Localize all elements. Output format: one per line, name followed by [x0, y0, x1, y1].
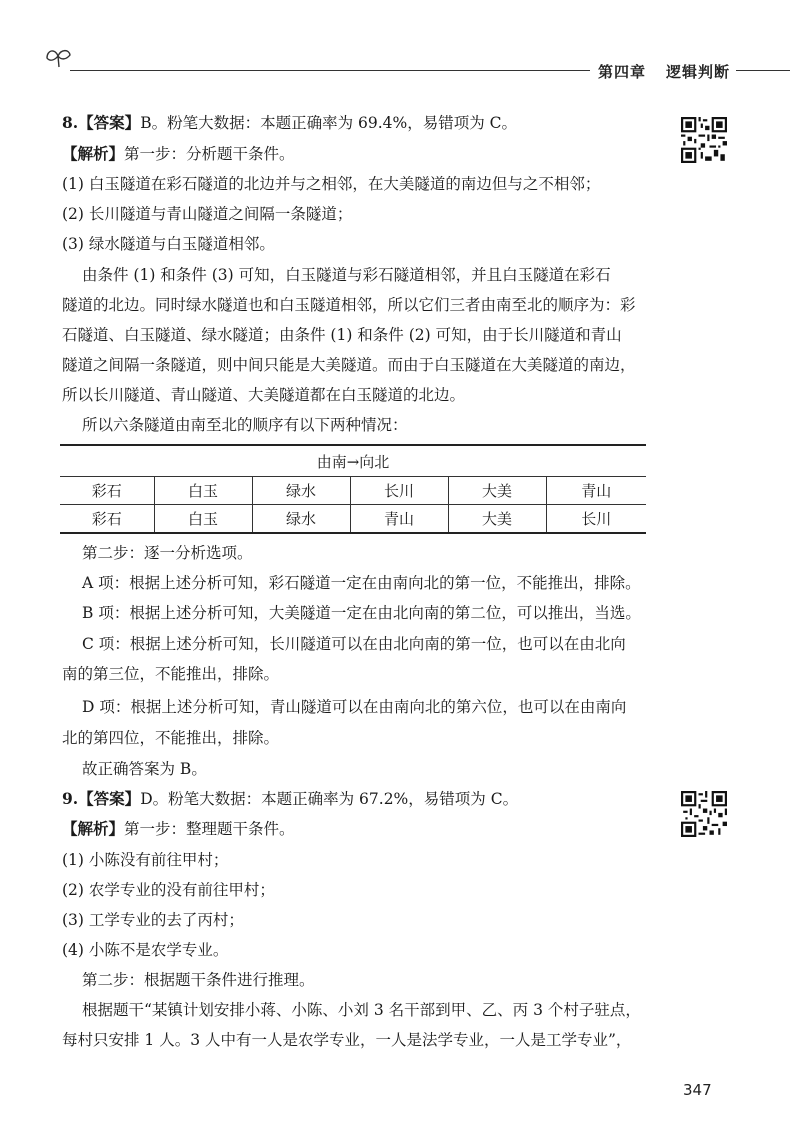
q8-table-intro: 所以六条隧道由南至北的顺序有以下两种情况： — [82, 416, 408, 434]
table-cell: 大美 — [448, 505, 546, 534]
q9-step2: 第二步：根据题干条件进行推理。 — [82, 971, 315, 989]
qr-code-icon — [681, 117, 727, 163]
q8-reasoning-line: 隧道之间隔一条隧道，则中间只能是大美隧道。而由于白玉隧道在大美隧道的南边， — [62, 356, 636, 374]
q9-answer — [62, 788, 662, 810]
table-row — [60, 505, 646, 534]
q9-answer-text: D。粉笔大数据：本题正确率为 67.2%，易错项为 C。 — [140, 790, 519, 808]
q8-condition-3: (3) 绿水隧道与白玉隧道相邻。 — [62, 235, 275, 253]
table-cell: 绿水 — [252, 505, 350, 534]
q8-option-d-cont: 北的第四位，不能推出，排除。 — [62, 729, 280, 747]
table-row — [60, 477, 646, 505]
q8-option-d: D 项：根据上述分析可知，青山隧道可以在由南向北的第六位，也可以在由南向 — [82, 698, 627, 716]
table-cell: 白玉 — [154, 505, 252, 534]
q9-analysis-step1: 第一步：整理题干条件。 — [124, 820, 295, 838]
q8-option-c: C 项：根据上述分析可知，长川隧道可以在由北向南的第一位，也可以在由北向 — [82, 635, 626, 653]
chapter-label: 第四章 — [598, 63, 647, 81]
q8-reasoning-line: 由条件 (1) 和条件 (3) 可知，白玉隧道与彩石隧道相邻，并且白玉隧道在彩石 — [82, 266, 611, 284]
tunnel-order-table — [60, 444, 646, 534]
q9-analysis — [62, 818, 662, 840]
table-header-row — [60, 445, 646, 477]
table-cell: 大美 — [448, 477, 546, 505]
table-cell: 彩石 — [60, 505, 154, 534]
header-rule-left — [70, 70, 590, 71]
q8-option-c-cont: 南的第三位，不能推出，排除。 — [62, 665, 280, 683]
table-cell: 青山 — [350, 505, 448, 534]
q8-condition-1: (1) 白玉隧道在彩石隧道的北边并与之相邻，在大美隧道的南边但与之不相邻； — [62, 175, 601, 193]
leaf-ornament-icon — [44, 46, 74, 68]
q9-analysis-label: 【解析】 — [62, 819, 125, 838]
table-cell: 长川 — [546, 505, 646, 534]
q8-conclusion: 故正确答案为 B。 — [82, 760, 207, 778]
q8-condition-2: (2) 长川隧道与青山隧道之间隔一条隧道； — [62, 205, 353, 223]
table-cell: 绿水 — [252, 477, 350, 505]
q9-reasoning-line: 每村只安排 1 人。3 人中有一人是农学专业，一人是法学专业，一人是工学专业”， — [62, 1031, 632, 1049]
q8-answer-label: 8.【答案】 — [62, 113, 141, 132]
q8-answer-text: B。粉笔大数据：本题正确率为 69.4%，易错项为 C。 — [140, 114, 518, 132]
table-cell: 长川 — [350, 477, 448, 505]
q9-condition-1: (1) 小陈没有前往甲村； — [62, 851, 229, 869]
q9-condition-3: (3) 工学专业的去了丙村； — [62, 911, 244, 929]
page-header — [0, 0, 800, 80]
qr-code-icon — [681, 791, 727, 837]
q9-condition-4: (4) 小陈不是农学专业。 — [62, 941, 229, 959]
q9-reasoning-line: 根据题干“某镇计划安排小蒋、小陈、小刘 3 名干部到甲、乙、丙 3 个村子驻点， — [82, 1001, 641, 1019]
q8-reasoning-line: 所以长川隧道、青山隧道、大美隧道都在白玉隧道的北边。 — [62, 386, 466, 404]
q8-analysis-step1: 第一步：分析题干条件。 — [124, 145, 295, 163]
table-cell: 青山 — [546, 477, 646, 505]
q8-reasoning-line: 石隧道、白玉隧道、绿水隧道；由条件 (1) 和条件 (2) 可知，由于长川隧道和青山 — [62, 326, 622, 344]
table-cell: 彩石 — [60, 477, 154, 505]
q8-option-a: A 项：根据上述分析可知，彩石隧道一定在由南向北的第一位，不能推出，排除。 — [82, 574, 641, 592]
q9-condition-2: (2) 农学专业的没有前往甲村； — [62, 881, 275, 899]
table-header-cell: 由南→向北 — [60, 445, 646, 477]
q9-answer-label: 9.【答案】 — [62, 789, 141, 808]
q8-answer — [62, 112, 662, 134]
table-cell: 白玉 — [154, 477, 252, 505]
chapter-title: 逻辑判断 — [666, 63, 731, 81]
header-rule-right — [736, 70, 790, 71]
q8-option-b: B 项：根据上述分析可知，大美隧道一定在由北向南的第二位，可以推出，当选。 — [82, 604, 641, 622]
q8-analysis-label: 【解析】 — [62, 144, 125, 163]
q8-analysis — [62, 143, 662, 165]
q8-reasoning-line: 隧道的北边。同时绿水隧道也和白玉隧道相邻，所以它们三者由南至北的顺序为：彩 — [62, 296, 636, 314]
q8-step2: 第二步：逐一分析选项。 — [82, 544, 253, 562]
page-number: 347 — [683, 1081, 712, 1099]
